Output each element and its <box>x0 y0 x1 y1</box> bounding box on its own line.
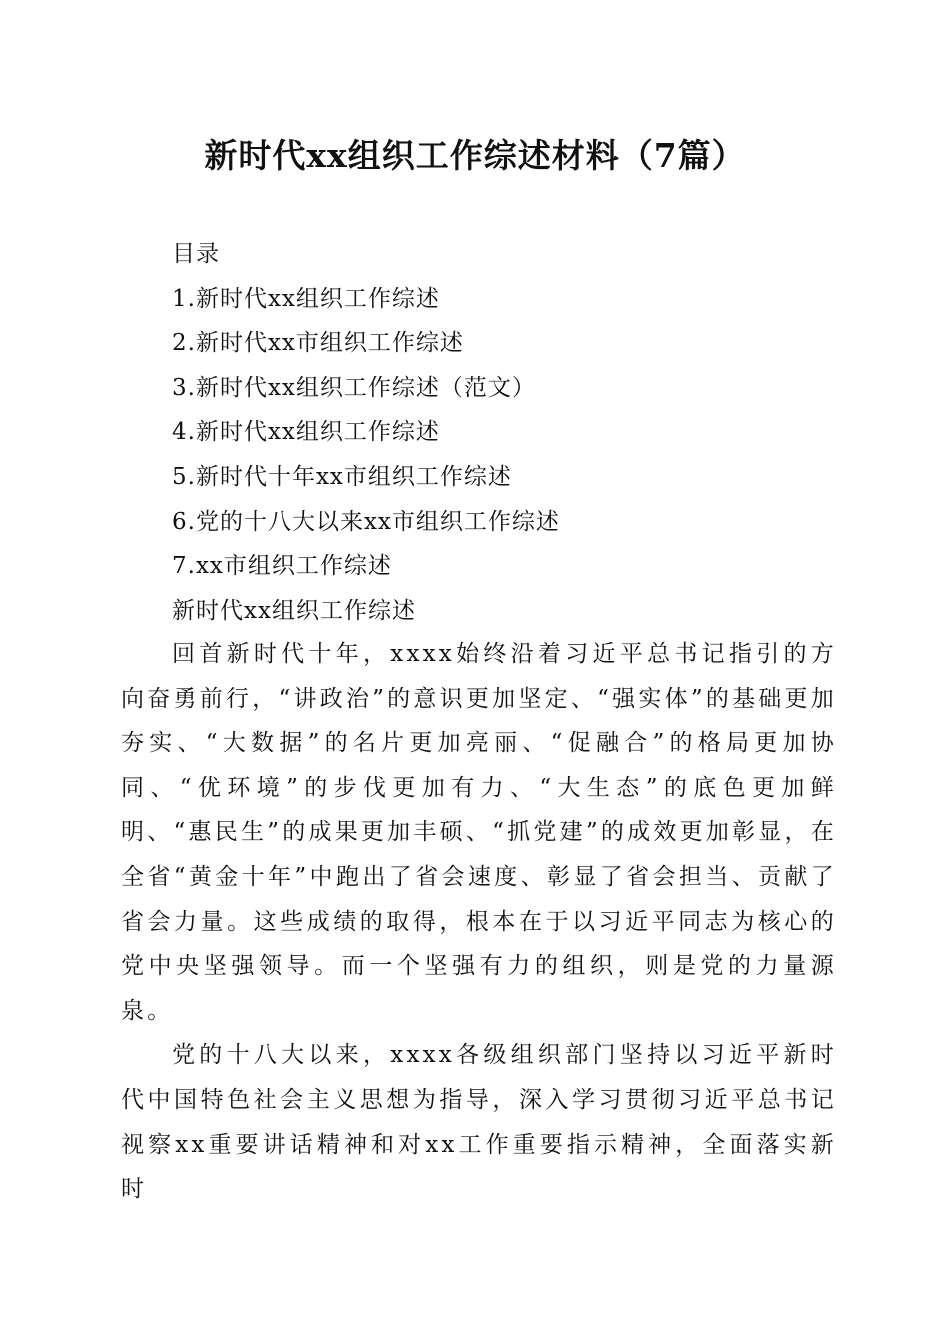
toc-item: 7.xx市组织工作综述 <box>172 553 392 580</box>
toc-item: 5.新时代十年xx市组织工作综述 <box>172 463 512 490</box>
body-text <box>121 632 837 1212</box>
toc-item: 6.党的十八大以来xx市组织工作综述 <box>172 508 560 535</box>
paragraph: 回首新时代十年，xxxx始终沿着习近平总书记指引的方向奋勇前行，“讲政治”的意识更加坚定、“强实体”的基础更加夯实、“大数据”的名片更加亮丽、“促融合”的格局更加协同、“优环境”的步伐更加有力、“大生态”的底色更加鲜明、“惠民生”的成果更加丰硕、“抓党建”的成效更加彰显，在全省“黄金十年”中跑出了省会速度、彰显了省会担当、贡献了省会力量。这些成绩的取得，根本在于以习近平同志为核心的党中央坚强领导。而一个坚强有力的组织，则是党的力量源泉。 <box>121 641 837 1024</box>
paragraph: 党的十八大以来，xxxx各级组织部门坚持以习近平新时代中国特色社会主义思想为指导，深入学习贯彻习近平总书记视察xx重要讲话精神和对xx工作重要指示精神，全面落实新时 <box>121 1042 837 1203</box>
toc-heading: 目录 <box>172 241 220 267</box>
table-of-contents <box>172 232 852 633</box>
section-title: 新时代xx组织工作综述 <box>172 597 416 624</box>
toc-item: 1.新时代xx组织工作综述 <box>172 285 440 312</box>
toc-item: 4.新时代xx组织工作综述 <box>172 419 440 446</box>
toc-item: 2.新时代xx市组织工作综述 <box>172 330 464 357</box>
document-title: 新时代xx组织工作综述材料（7篇） <box>204 136 746 175</box>
toc-item: 3.新时代xx组织工作综述（范文） <box>172 374 536 401</box>
